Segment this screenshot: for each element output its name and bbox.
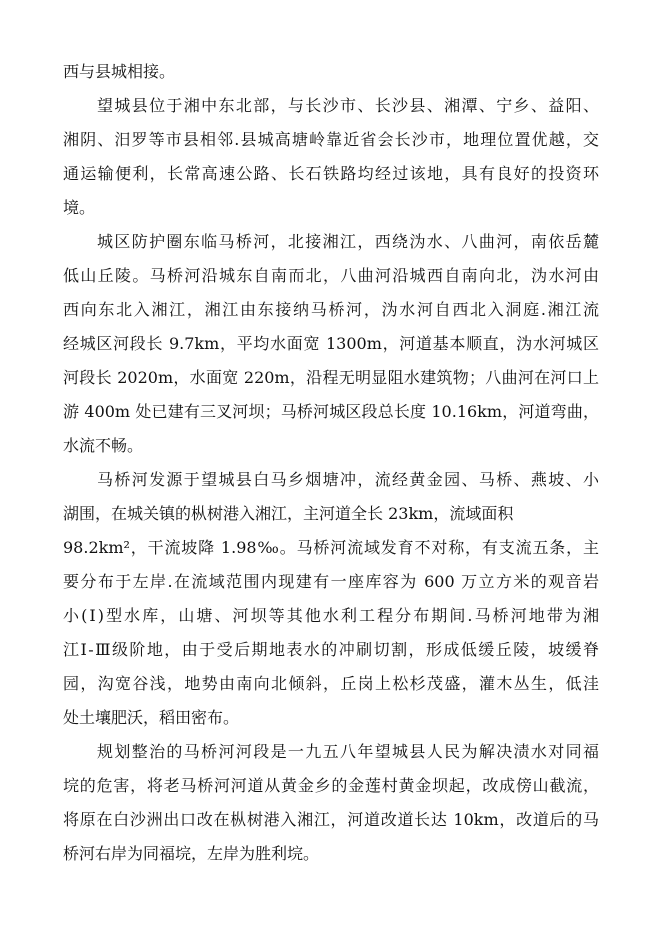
- text-line: 小(Ⅰ)型水库，山塘、河坝等其他水利工程分布期间.马桥河地带为湘: [63, 606, 599, 625]
- text-line: 处土壤肥沃，稻田密布。: [63, 708, 240, 727]
- text-line: 湘阴、汨罗等市县相邻.县城高塘岭靠近省会长沙市，地理位置优越，交: [63, 130, 599, 149]
- text-line: 马桥河发源于望城县白马乡烟塘冲，流经黄金园、马桥、燕坡、小: [97, 470, 599, 489]
- text-line: 将原在白沙洲出口改在枞树港入湘江，河道改道长达 10km，改道后的马: [63, 810, 599, 829]
- text-line: 河段长 2020m，水面宽 220m，沿程无明显阻水建筑物；八曲河在河口上: [63, 368, 599, 387]
- text-line: 望城县位于湘中东北部，与长沙市、长沙县、湘潭、宁乡、益阳、: [97, 96, 599, 115]
- text-line: 湖围，在城关镇的枞树港入湘江，主河道全长 23km，流域面积: [63, 504, 514, 523]
- text-line: 西向东北入湘江，湘江由东接纳马桥河，沩水河自西北入洞庭.湘江流: [63, 300, 599, 319]
- text-line: 桥河右岸为同福垸，左岸为胜利垸。: [63, 844, 320, 863]
- text-line: 低山丘陵。马桥河沿城东自南而北，八曲河沿城西自南向北，沩水河由: [63, 266, 599, 285]
- paragraph-continuation: [63, 55, 599, 89]
- text-line: 水流不畅。: [63, 436, 144, 455]
- text-line: 城区防护圈东临马桥河，北接湘江，西绕沩水、八曲河，南依岳麓: [97, 232, 599, 251]
- text-line: 要分布于左岸.在流域范围内现建有一座库容为 600 万立方米的观音岩: [63, 572, 599, 591]
- paragraph-planning-history: [63, 735, 599, 871]
- paragraph-river-source: [63, 463, 599, 735]
- text-line: 98.2km²，干流坡降 1.98‰。马桥河流域发育不对称，有支流五条，主: [63, 538, 599, 557]
- text-line: 西与县城相接。: [63, 62, 176, 81]
- paragraph-flood-protection: [63, 225, 599, 463]
- text-line: 境。: [63, 198, 96, 217]
- body-text: [63, 55, 599, 871]
- text-line: 经城区河段长 9.7km，平均水面宽 1300m，河道基本顺直，沩水河城区: [63, 334, 599, 353]
- text-line: 园，沟宽谷浅，地势由南向北倾斜，丘岗上松杉茂盛，灌木丛生，低洼: [63, 674, 599, 693]
- paragraph-location: [63, 89, 599, 225]
- text-line: 游 400m 处已建有三叉河坝；马桥河城区段总长度 10.16km，河道弯曲，: [63, 402, 599, 421]
- text-line: 规划整治的马桥河河段是一九五八年望城县人民为解决渍水对同福: [97, 742, 599, 761]
- text-line: 通运输便利，长常高速公路、长石铁路均经过该地，具有良好的投资环: [63, 164, 599, 183]
- text-line: 江Ⅰ-Ⅲ级阶地，由于受后期地表水的冲刷切割，形成低缓丘陵，坡缓脊: [63, 640, 599, 659]
- text-line: 垸的危害，将老马桥河河道从黄金乡的金莲村黄金坝起，改成傍山截流，: [63, 776, 599, 795]
